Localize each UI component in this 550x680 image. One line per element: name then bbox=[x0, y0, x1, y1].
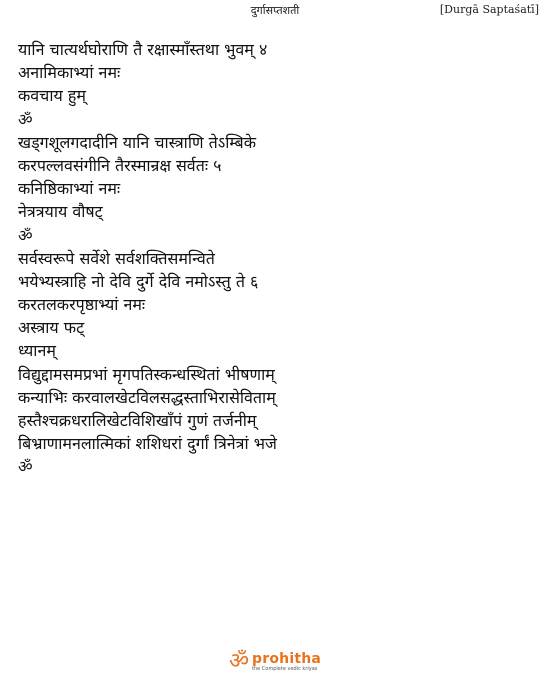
brand-tagline: the Complete vedic kriyas bbox=[252, 666, 318, 672]
verse-line: अनामिकाभ्यां नमः bbox=[18, 63, 121, 83]
verse-line: ॐ bbox=[18, 457, 33, 477]
verse-line: कवचाय हुम् bbox=[18, 86, 86, 106]
verse-line: सर्वस्वरूपे सर्वेशे सर्वशक्तिसमन्विते bbox=[18, 248, 215, 268]
footer-logo bbox=[0, 649, 550, 675]
header-english-title: [Durgā Saptaśatī] bbox=[439, 3, 539, 16]
verse-line: करपल्लवसंगीनि तैरस्मान्रक्ष सर्वतः ५ bbox=[18, 155, 222, 175]
verse-body bbox=[18, 38, 538, 479]
verse-line: करतलकरपृष्ठाभ्यां नमः bbox=[18, 295, 146, 315]
verse-line: ॐ bbox=[18, 109, 33, 129]
verse-line: भयेभ्यस्त्राहि नो देवि दुर्गे देवि नमोऽस्तु ते ६ bbox=[18, 271, 259, 291]
verse-line: खड्गशूलगदादीनि यानि चास्त्राणि तेऽम्बिके bbox=[18, 132, 256, 152]
verse-line: यानि चात्यर्थघोराणि तै रक्षास्माँस्तथा भुवम् ४ bbox=[18, 40, 268, 59]
verse-line: ॐ bbox=[18, 225, 33, 245]
section-heading-dhyanam: ध्यानम् bbox=[18, 341, 56, 361]
verse-line: अस्त्राय फट् bbox=[18, 318, 85, 338]
verse-line: विद्युद्दामसमप्रभां मृगपतिस्कन्धस्थितां भीषणाम् bbox=[18, 364, 275, 384]
verse-line: कन्याभिः करवालखेटविलसद्धस्ताभिरासेविताम् bbox=[18, 387, 276, 407]
verse-line: हस्तैश्चक्रधरालिखेटविशिखाँपं गुणं तर्जनीम् bbox=[18, 411, 257, 430]
verse-line: कनिष्ठिकाभ्यां नमः bbox=[18, 179, 121, 199]
verse-line: नेत्रत्रयाय वौषट् bbox=[18, 202, 103, 222]
verse-line: बिभ्राणामनलात्मिकां शशिधरां दुर्गां त्रिनेत्रां भजे bbox=[18, 434, 277, 454]
brand-logo bbox=[229, 651, 321, 673]
header-title: दुर्गासप्तशती bbox=[250, 4, 300, 17]
brand-name: prohitha bbox=[252, 651, 322, 667]
om-logo-icon: ॐ bbox=[228, 649, 250, 674]
